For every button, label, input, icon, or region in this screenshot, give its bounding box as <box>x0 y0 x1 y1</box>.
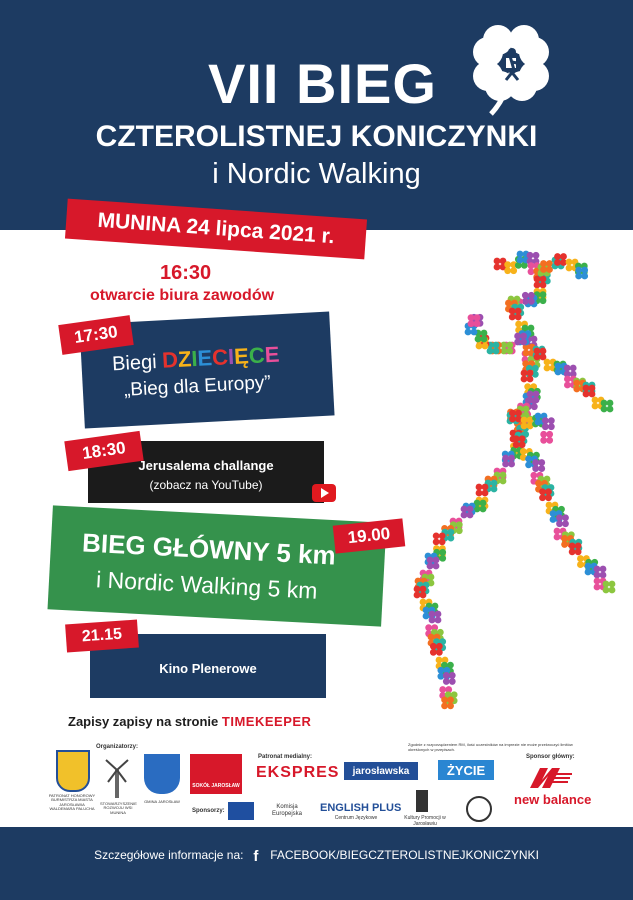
clover-runner-illustration <box>412 240 628 730</box>
jaroslaw-coat-of-arms-logo <box>56 750 90 792</box>
kids-highlight-letter: C <box>211 344 229 371</box>
sokol-text: SOKÓŁ JAROSŁAW <box>192 783 240 789</box>
honorary-patron-text: PATRONAT HONOROWY BURMISTRZA MIASTA JAROSŁAWIA WALDEMARA PALUCHA <box>48 793 96 812</box>
main-run-subtitle: i Nordic Walking 5 km <box>95 566 319 604</box>
event-subtitle: i Nordic Walking <box>212 158 421 190</box>
kultura-text: Kultury Promocji w Jarosławiu <box>404 815 446 827</box>
cinema-time: 21.15 <box>65 620 139 653</box>
event-title-main: CZTEROLISTNEJ KONICZYNKI <box>95 120 538 153</box>
kids-highlight-letter: I <box>227 344 235 370</box>
footer-prefix: Szczegółowe informacje na: <box>94 848 244 862</box>
signup-text: Zapisy zapisy na stronie <box>68 714 219 729</box>
timekeeper-link[interactable]: TIMEKEEPER <box>221 714 312 729</box>
media-patron-label: Patronat medialny: <box>258 754 313 760</box>
sponsors-strip <box>0 740 633 840</box>
jaroslawska-logo: jarosławska <box>344 762 418 780</box>
new-balance-logo <box>526 766 574 790</box>
event-title-number: VII BIEG <box>208 52 437 115</box>
facebook-icon: f <box>253 848 259 865</box>
four-leaf-clover-logo <box>466 18 556 118</box>
sponsors-label: Sponsorzy: <box>192 808 225 814</box>
office-label: otwarcie biura zawodów <box>90 287 275 304</box>
new-balance-text: new balance <box>514 792 592 807</box>
office-time: 16:30 <box>160 262 212 284</box>
kids-highlight-letter: Ę <box>233 343 250 369</box>
jerusalema-subtitle: (zobacz na YouTube) <box>149 478 263 492</box>
capacity-notice: Zgodnie z rozporządzeniem RM, ilość uczestników na imprezie nie może przekroczyć limitów określonych w przepisach. <box>408 742 573 752</box>
zycie-logo: ŻYCIE <box>438 760 494 780</box>
youtube-play-icon[interactable] <box>312 484 336 502</box>
main-run-title: BIEG GŁÓWNY 5 km <box>81 527 337 571</box>
cinema-title: Kino Plenerowe <box>159 661 257 676</box>
kids-highlight-letter: C <box>248 342 266 369</box>
association-text: STOWARZYSZENIE ROZWOJU WSI MUNINA <box>100 801 137 815</box>
kids-highlight-letter: I <box>190 345 199 372</box>
kids-highlight-letter: Z <box>177 346 193 372</box>
organizers-label: Organizatorzy: <box>96 744 139 750</box>
kids-highlight-letter: D <box>161 346 179 373</box>
date-banner: MUNINA 24 lipca 2021 r. <box>65 199 367 260</box>
jerusalema-time: 18:30 <box>64 431 143 471</box>
ekspres-logo: EKSPRES <box>256 764 340 781</box>
footer-info <box>0 848 633 864</box>
gmina-coat-of-arms-logo <box>144 754 180 794</box>
main-sponsor-label: Sponsor główny: <box>526 754 575 760</box>
jerusalema-title: Jerusalema challange <box>138 458 274 473</box>
kids-run-prefix: Biegi <box>111 351 158 376</box>
facebook-link[interactable]: FACEBOOK/BIEGCZTEROLISTNEJKONICZYNKI <box>270 848 539 862</box>
kids-highlight-letter: E <box>264 341 280 368</box>
kids-run-time: 17:30 <box>58 315 133 355</box>
windmill-logo <box>104 756 130 798</box>
circle-badge-logo <box>466 796 492 822</box>
komisja-text: Komisja Europejska <box>271 804 303 817</box>
signup-line <box>68 714 311 729</box>
english-plus-logo: ENGLISH PLUS <box>320 802 402 814</box>
main-run-time: 19.00 <box>333 518 406 553</box>
kids-highlight-letter: E <box>196 345 213 371</box>
kids-run-subtitle: „Bieg dla Europy” <box>123 372 272 401</box>
kids-run-highlight <box>161 342 280 373</box>
culture-center-logo <box>416 790 428 812</box>
centrum-text: Centrum Językowe <box>334 815 378 821</box>
gmina-text: GMINA JAROSŁAW <box>144 799 180 804</box>
eu-flag-icon <box>228 802 254 820</box>
